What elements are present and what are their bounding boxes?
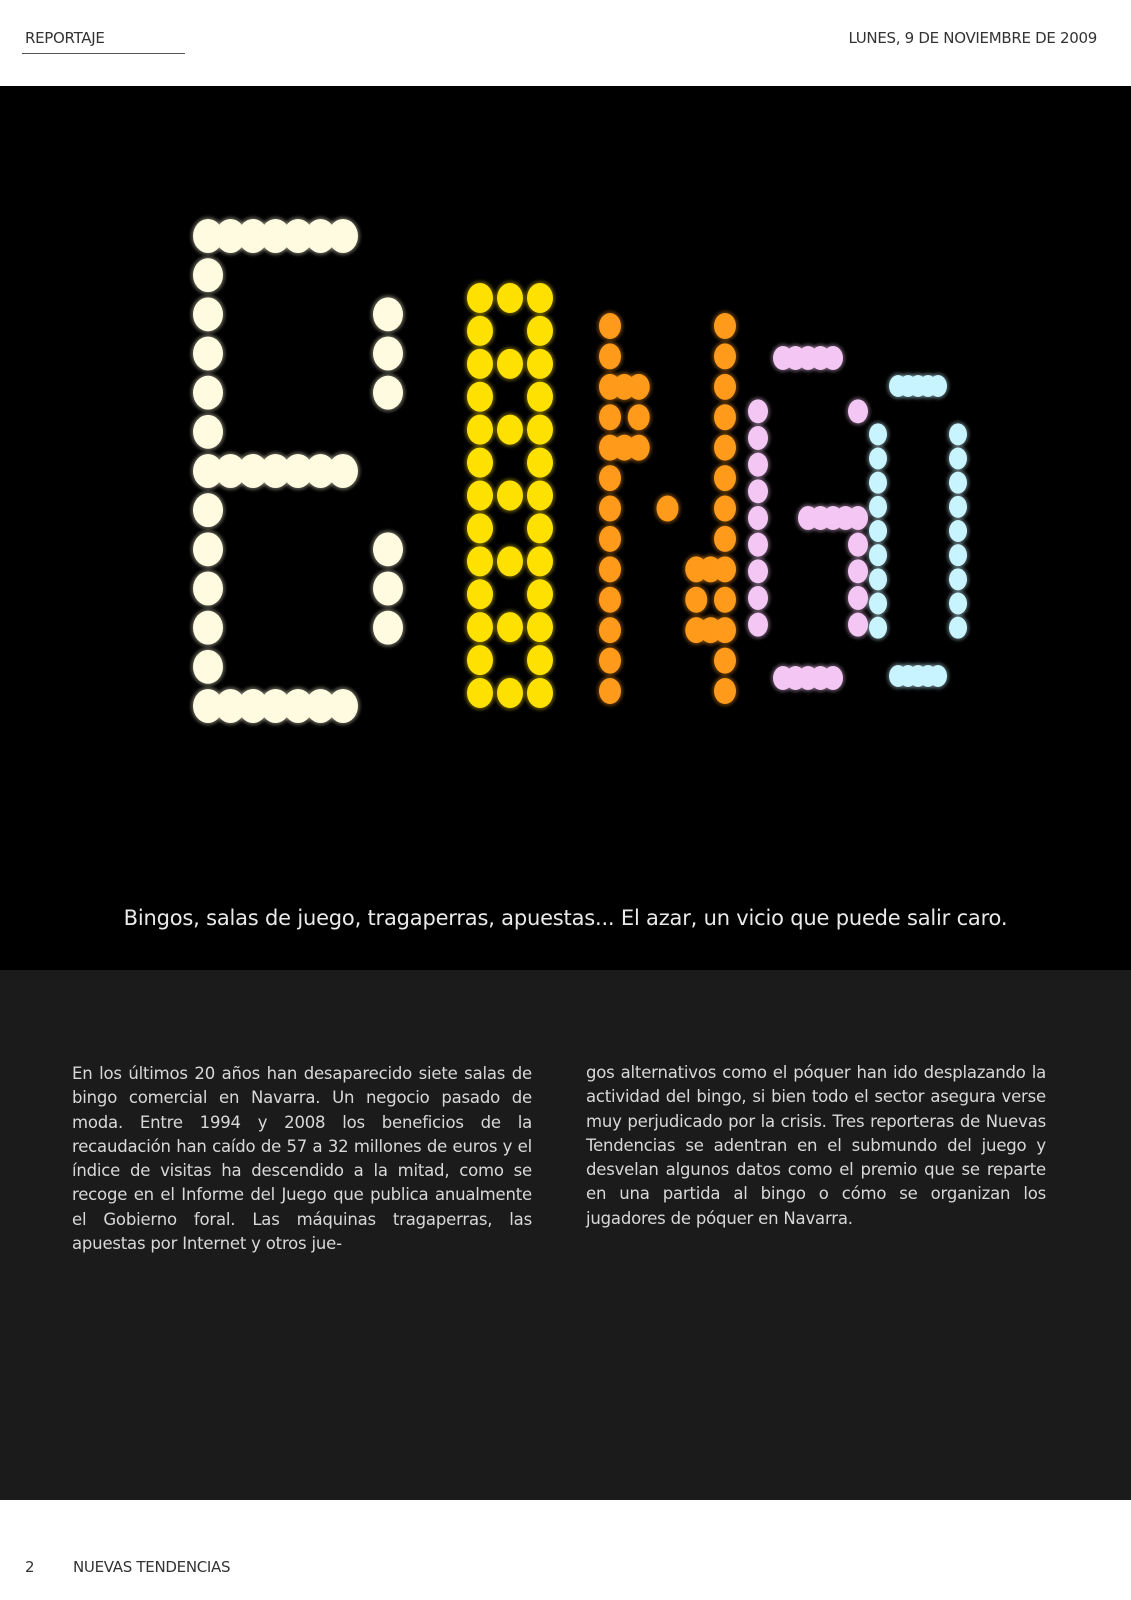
sign-bulb — [527, 513, 553, 543]
sign-bulb — [748, 559, 768, 583]
sign-bulb — [949, 520, 967, 542]
sign-bulb — [527, 579, 553, 609]
sign-bulb — [497, 481, 523, 511]
sign-bulb — [949, 617, 967, 639]
sign-bulb — [748, 506, 768, 530]
sign-bulb — [527, 645, 553, 675]
article-body — [0, 970, 1131, 1500]
sign-bulb — [714, 465, 736, 491]
sign-bulb — [467, 579, 493, 609]
sign-bulb — [848, 613, 868, 637]
page-footer — [0, 1500, 1131, 1600]
section-label: REPORTAJE — [25, 29, 105, 47]
sign-bulb — [949, 568, 967, 590]
sign-bulb — [657, 496, 679, 522]
sign-bulb — [748, 613, 768, 637]
sign-bulb — [467, 612, 493, 642]
article-column-right: gos alternativos como el póquer han ido desplazando la actividad del bingo, si bien todo el sector asegura verse muy perjudicado por la crisis. Tres reporteras de Nuevas Tendencias se adentran en el submundo del juego y desvelan algunos datos como el premio que se reparte en una partida al bingo o cómo se organizan los jugadores de póquer en Navarra. — [586, 1063, 1046, 1228]
sign-bulb — [869, 544, 887, 566]
sign-bulb — [949, 423, 967, 445]
sign-bulb — [949, 472, 967, 494]
sign-bulb — [869, 423, 887, 445]
hero-caption: Bingos, salas de juego, tragaperras, apuestas... El azar, un vicio que puede salir caro. — [123, 906, 1008, 930]
sign-bulb — [599, 648, 621, 674]
sign-bulb — [599, 404, 621, 430]
sign-bulb — [748, 479, 768, 503]
sign-bulb — [714, 617, 736, 643]
sign-bulb — [193, 376, 223, 410]
sign-bulb — [527, 349, 553, 379]
sign-bulb — [714, 678, 736, 704]
sign-bulb — [628, 404, 650, 430]
sign-bulb — [869, 617, 887, 639]
sign-bulb — [714, 313, 736, 339]
sign-bulb — [328, 219, 358, 253]
sign-bulb — [599, 465, 621, 491]
sign-bulb — [929, 665, 947, 687]
sign-bulb — [599, 343, 621, 369]
sign-bulb — [467, 448, 493, 478]
section-underline — [22, 53, 185, 54]
bingo-sign-illustration — [0, 86, 1131, 970]
sign-bulb — [467, 513, 493, 543]
sign-bulb — [527, 678, 553, 708]
article-column-left: En los últimos 20 años han desaparecido siete salas de bingo comercial en Navarra. Un negocio pasado de moda. Entre 1994 y 2008 los beneficios de la recaudación han caído de 57 a 32 millones de euros y el índice de visitas ha descendido a la mitad, como se recoge en el Informe del Juego que publica anualmente el Gobierno foral. Las máquinas tragaperras, las apuestas por Internet y otros jue- — [72, 1064, 532, 1254]
sign-bulb — [373, 532, 403, 566]
sign-bulb — [714, 496, 736, 522]
sign-bulb — [527, 612, 553, 642]
sign-bulb — [869, 496, 887, 518]
sign-bulb — [527, 283, 553, 313]
sign-bulb — [869, 568, 887, 590]
sign-bulb — [497, 415, 523, 445]
sign-bulb — [869, 472, 887, 494]
sign-bulb — [714, 556, 736, 582]
sign-bulb — [328, 454, 358, 488]
issue-date: LUNES, 9 DE NOVIEMBRE DE 2009 — [848, 29, 1097, 47]
sign-bulb — [193, 532, 223, 566]
sign-bulb — [527, 546, 553, 576]
sign-bulb — [373, 572, 403, 606]
sign-bulb — [714, 374, 736, 400]
sign-bulb — [467, 382, 493, 412]
sign-bulb — [467, 481, 493, 511]
sign-bulb — [714, 526, 736, 552]
sign-bulb — [949, 448, 967, 470]
publication-name: NUEVAS TENDENCIAS — [73, 1558, 231, 1576]
sign-bulb — [628, 435, 650, 461]
sign-bulb — [373, 611, 403, 645]
sign-bulb — [467, 415, 493, 445]
sign-bulb — [497, 612, 523, 642]
sign-bulb — [599, 587, 621, 613]
sign-bulb — [599, 617, 621, 643]
sign-bulb — [848, 533, 868, 557]
sign-bulb — [467, 546, 493, 576]
sign-bulb — [748, 453, 768, 477]
sign-bulb — [599, 496, 621, 522]
hero-image — [0, 86, 1131, 970]
page-number: 2 — [25, 1558, 35, 1576]
sign-bulb — [685, 587, 707, 613]
sign-bulb — [497, 546, 523, 576]
page-header — [0, 0, 1131, 86]
sign-bulb — [193, 611, 223, 645]
sign-bulb — [527, 415, 553, 445]
sign-bulb — [748, 533, 768, 557]
sign-bulb — [714, 343, 736, 369]
sign-bulb — [848, 506, 868, 530]
sign-bulb — [467, 316, 493, 346]
sign-bulb — [373, 297, 403, 331]
sign-bulb — [599, 526, 621, 552]
sign-bulb — [193, 337, 223, 371]
sign-bulb — [373, 337, 403, 371]
sign-bulb — [823, 666, 843, 690]
sign-bulb — [848, 399, 868, 423]
sign-bulb — [748, 426, 768, 450]
sign-bulb — [193, 493, 223, 527]
sign-bulb — [193, 297, 223, 331]
sign-bulb — [628, 374, 650, 400]
sign-bulb — [929, 375, 947, 397]
sign-bulb — [949, 593, 967, 615]
sign-bulb — [714, 435, 736, 461]
sign-bulb — [599, 313, 621, 339]
sign-bulb — [527, 382, 553, 412]
sign-bulb — [193, 415, 223, 449]
sign-bulb — [527, 481, 553, 511]
sign-bulb — [497, 349, 523, 379]
sign-bulb — [599, 556, 621, 582]
sign-bulb — [527, 316, 553, 346]
sign-bulb — [869, 593, 887, 615]
sign-bulb — [328, 689, 358, 723]
sign-bulb — [848, 586, 868, 610]
sign-bulb — [527, 448, 553, 478]
sign-bulb — [497, 678, 523, 708]
sign-bulb — [748, 399, 768, 423]
sign-bulb — [497, 283, 523, 313]
sign-bulb — [467, 678, 493, 708]
sign-bulb — [714, 404, 736, 430]
sign-bulb — [193, 572, 223, 606]
sign-bulb — [848, 559, 868, 583]
sign-bulb — [949, 544, 967, 566]
sign-bulb — [467, 283, 493, 313]
sign-bulb — [193, 650, 223, 684]
sign-bulb — [823, 346, 843, 370]
sign-bulb — [949, 496, 967, 518]
sign-bulb — [373, 376, 403, 410]
sign-bulb — [714, 648, 736, 674]
sign-bulb — [193, 258, 223, 292]
sign-bulb — [599, 678, 621, 704]
sign-bulb — [467, 645, 493, 675]
sign-bulb — [748, 586, 768, 610]
sign-bulb — [714, 587, 736, 613]
sign-bulb — [869, 520, 887, 542]
sign-bulb — [869, 448, 887, 470]
sign-bulb — [467, 349, 493, 379]
